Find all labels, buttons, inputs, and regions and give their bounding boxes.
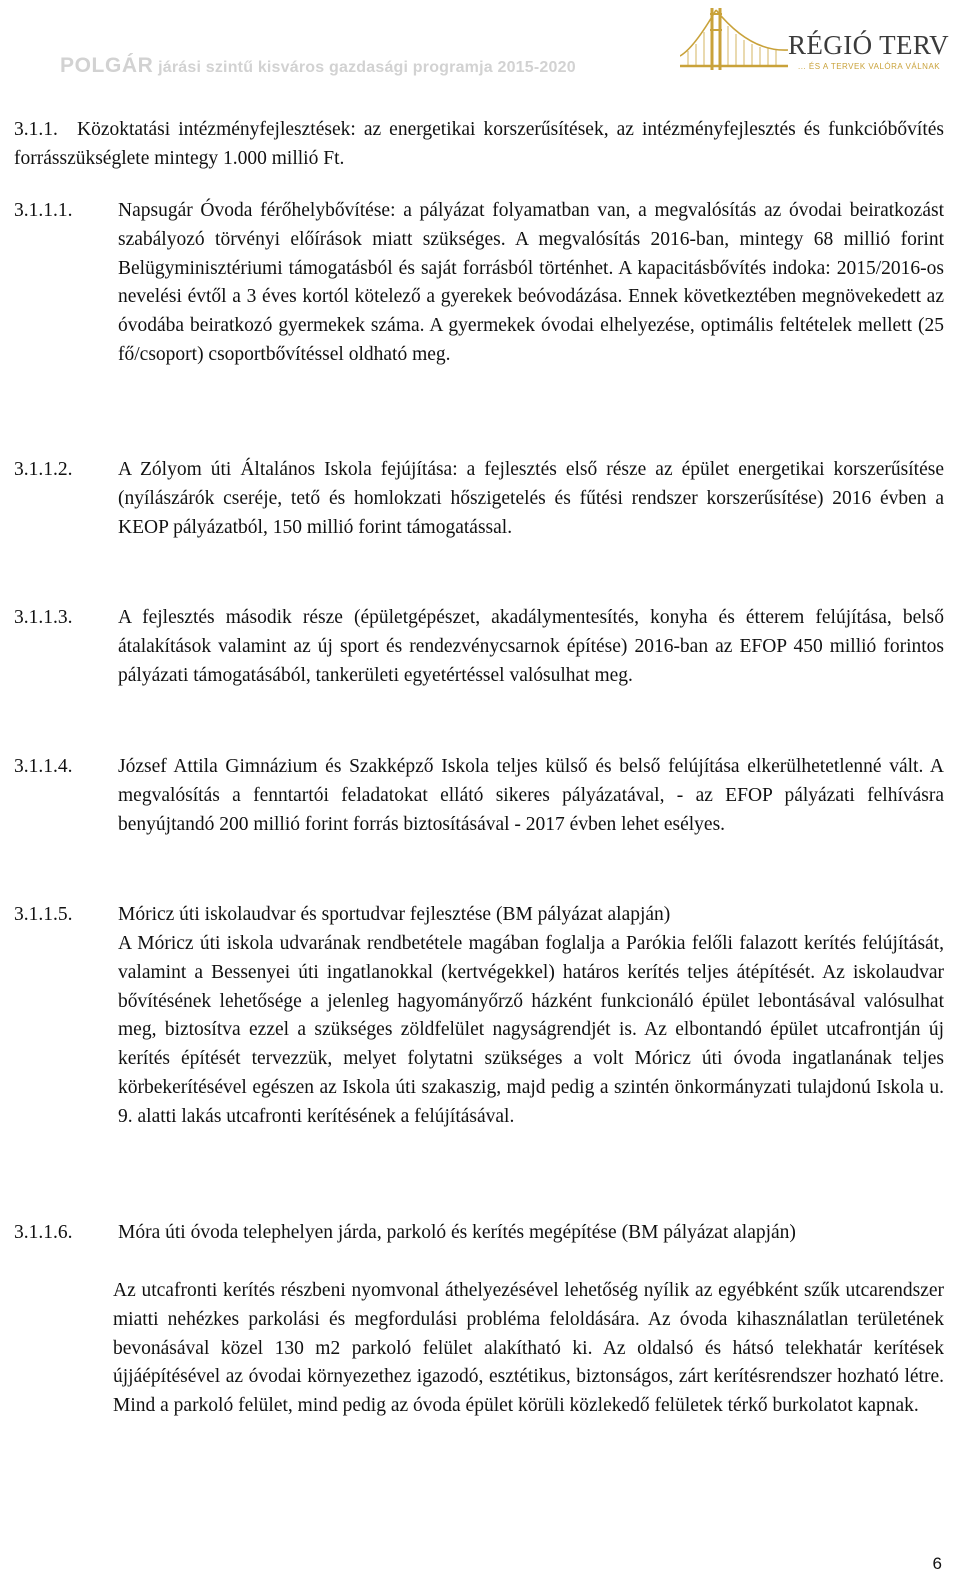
item-number: 3.1.1.2. bbox=[14, 459, 73, 480]
header-title bbox=[60, 54, 576, 78]
item-heading: Móricz úti iskolaudvar és sportudvar fejlesztése (BM pályázat alapján) bbox=[118, 904, 671, 925]
item-text: József Attila Gimnázium és Szakképző Iskola teljes külső és belső felújítása elkerülhetetlenné vált. A megvalósítás a fenntartói feladatokat ellátó sikeres pályázatával, - az EFOP pályázati felhívásra benyújtandó 200 millió forint forrás biztosításával - 2017 évben lehet esélyes. bbox=[118, 756, 944, 835]
item-number: 3.1.1.4. bbox=[14, 756, 73, 777]
page-number: 6 bbox=[932, 1554, 942, 1573]
section-title-text: Közoktatási intézményfejlesztések: az energetikai korszerűsítések, az intézményfejlesztés és funkcióbővítés forrásszükséglete mintegy 1.000 millió Ft. bbox=[14, 119, 944, 169]
item-heading: Móra úti óvoda telephelyen járda, parkoló és kerítés megépítése (BM pályázat alapján) bbox=[118, 1222, 796, 1243]
item-text: A Móricz úti iskola udvarának rendbetétele magában foglalja a Parókia felőli falazott kerítés felújítását, valamint a Bessenyei úti ingatlanokkal (kertvégekkel) határos kerítés teljes átépítését. Az iskolaudvar bővítésének lehetősége a jelenleg hagyományőrző házként funkcionáló épület lebontásával valósulhat meg, biztosítva ezzel a szükséges zöldfelület nagyságrendjét is. Az elbontandó épület utcafrontján új kerítés építését tervezzük, melyet folytatni szükséges a volt Móricz úti óvoda ingatlanának teljes körbekerítésével egészen az Iskola úti szakaszig, majd pedig a szintén önkormányzati tulajdonú Iskola u. 9. alatti lakás utcafronti kerítésének a felújításával. bbox=[118, 933, 944, 1127]
item-number: 3.1.1.6. bbox=[14, 1222, 73, 1243]
header-subtitle: járási szintű kisváros gazdasági programja 2015-2020 bbox=[158, 59, 576, 76]
item-text: A Zólyom úti Általános Iskola fejújítása: a fejlesztés első része az épület energetikai korszerűsítése (nyílászárók cseréje, tető és homlokzati hőszigetelés és fűtési rendszer korszerűsítése) 2016 évben a KEOP pályázatból, 150 millió forint támogatással. bbox=[118, 459, 944, 538]
item-number: 3.1.1.1. bbox=[14, 200, 73, 221]
item-number: 3.1.1.3. bbox=[14, 607, 73, 628]
logo-slogan: ... ÉS A TERVEK VALÓRA VÁLNAK bbox=[798, 62, 941, 71]
regio-terv-logo bbox=[680, 0, 950, 88]
item-number: 3.1.1.5. bbox=[14, 904, 73, 925]
item-text: Az utcafronti kerítés részbeni nyomvonal áthelyezésével lehetőség nyílik az egyébként szűk utcarendszer miatti nehézkes parkolási és megfordulási probléma feloldására. Az óvoda kihasználatlan területének bevonásával közel 130 m2 parkoló felület alakítható ki. Az oldalsó és hátsó telekhatár kerítések újjáépítésével az óvodai környezethez igazodó, esztétikus, biztonságos, zárt kerítésrendszer hozható létre. Mind a parkoló felület, mind pedig az óvoda épület körüli közlekedő felületek térkő burkolatot kapnak. bbox=[113, 1280, 944, 1417]
section-number: 3.1.1. bbox=[14, 119, 58, 140]
item-text: A fejlesztés második része (épületgépészet, akadálymentesítés, konyha és étterem felújítása, belső átalakítások valamint az új sport és rendezvénycsarnok építése) 2016-ban az EFOP 450 millió forintos pályázati támogatásából, tankerületi egyetértéssel valósulhat meg. bbox=[118, 607, 944, 686]
bridge-icon bbox=[680, 0, 790, 80]
item-text: Napsugár Óvoda férőhelybővítése: a pályázat folyamatban van, a megvalósítás az óvodai beiratkozást szabályozó törvényi előírások miatt szükséges. A megvalósítás 2016-ban, mintegy 68 millió forint Belügyminisztériumi támogatásból és saját forrásból történhet. A kapacitásbővítés indoka: 2015/2016-os nevelési évtől a 3 éves kortól kötelező a gyerekek beóvodázása. Ennek következtében megnövekedett az óvodába beiratkozó gyermekek száma. A gyermekek óvodai elhelyezése, optimális feltételek mellett (25 fő/csoport) csoportbővítéssel oldható meg. bbox=[118, 200, 944, 365]
logo-name: RÉGIÓ TERV bbox=[788, 30, 950, 60]
section-title bbox=[14, 116, 944, 174]
header-town: POLGÁR bbox=[60, 54, 154, 77]
page-header bbox=[0, 0, 960, 90]
